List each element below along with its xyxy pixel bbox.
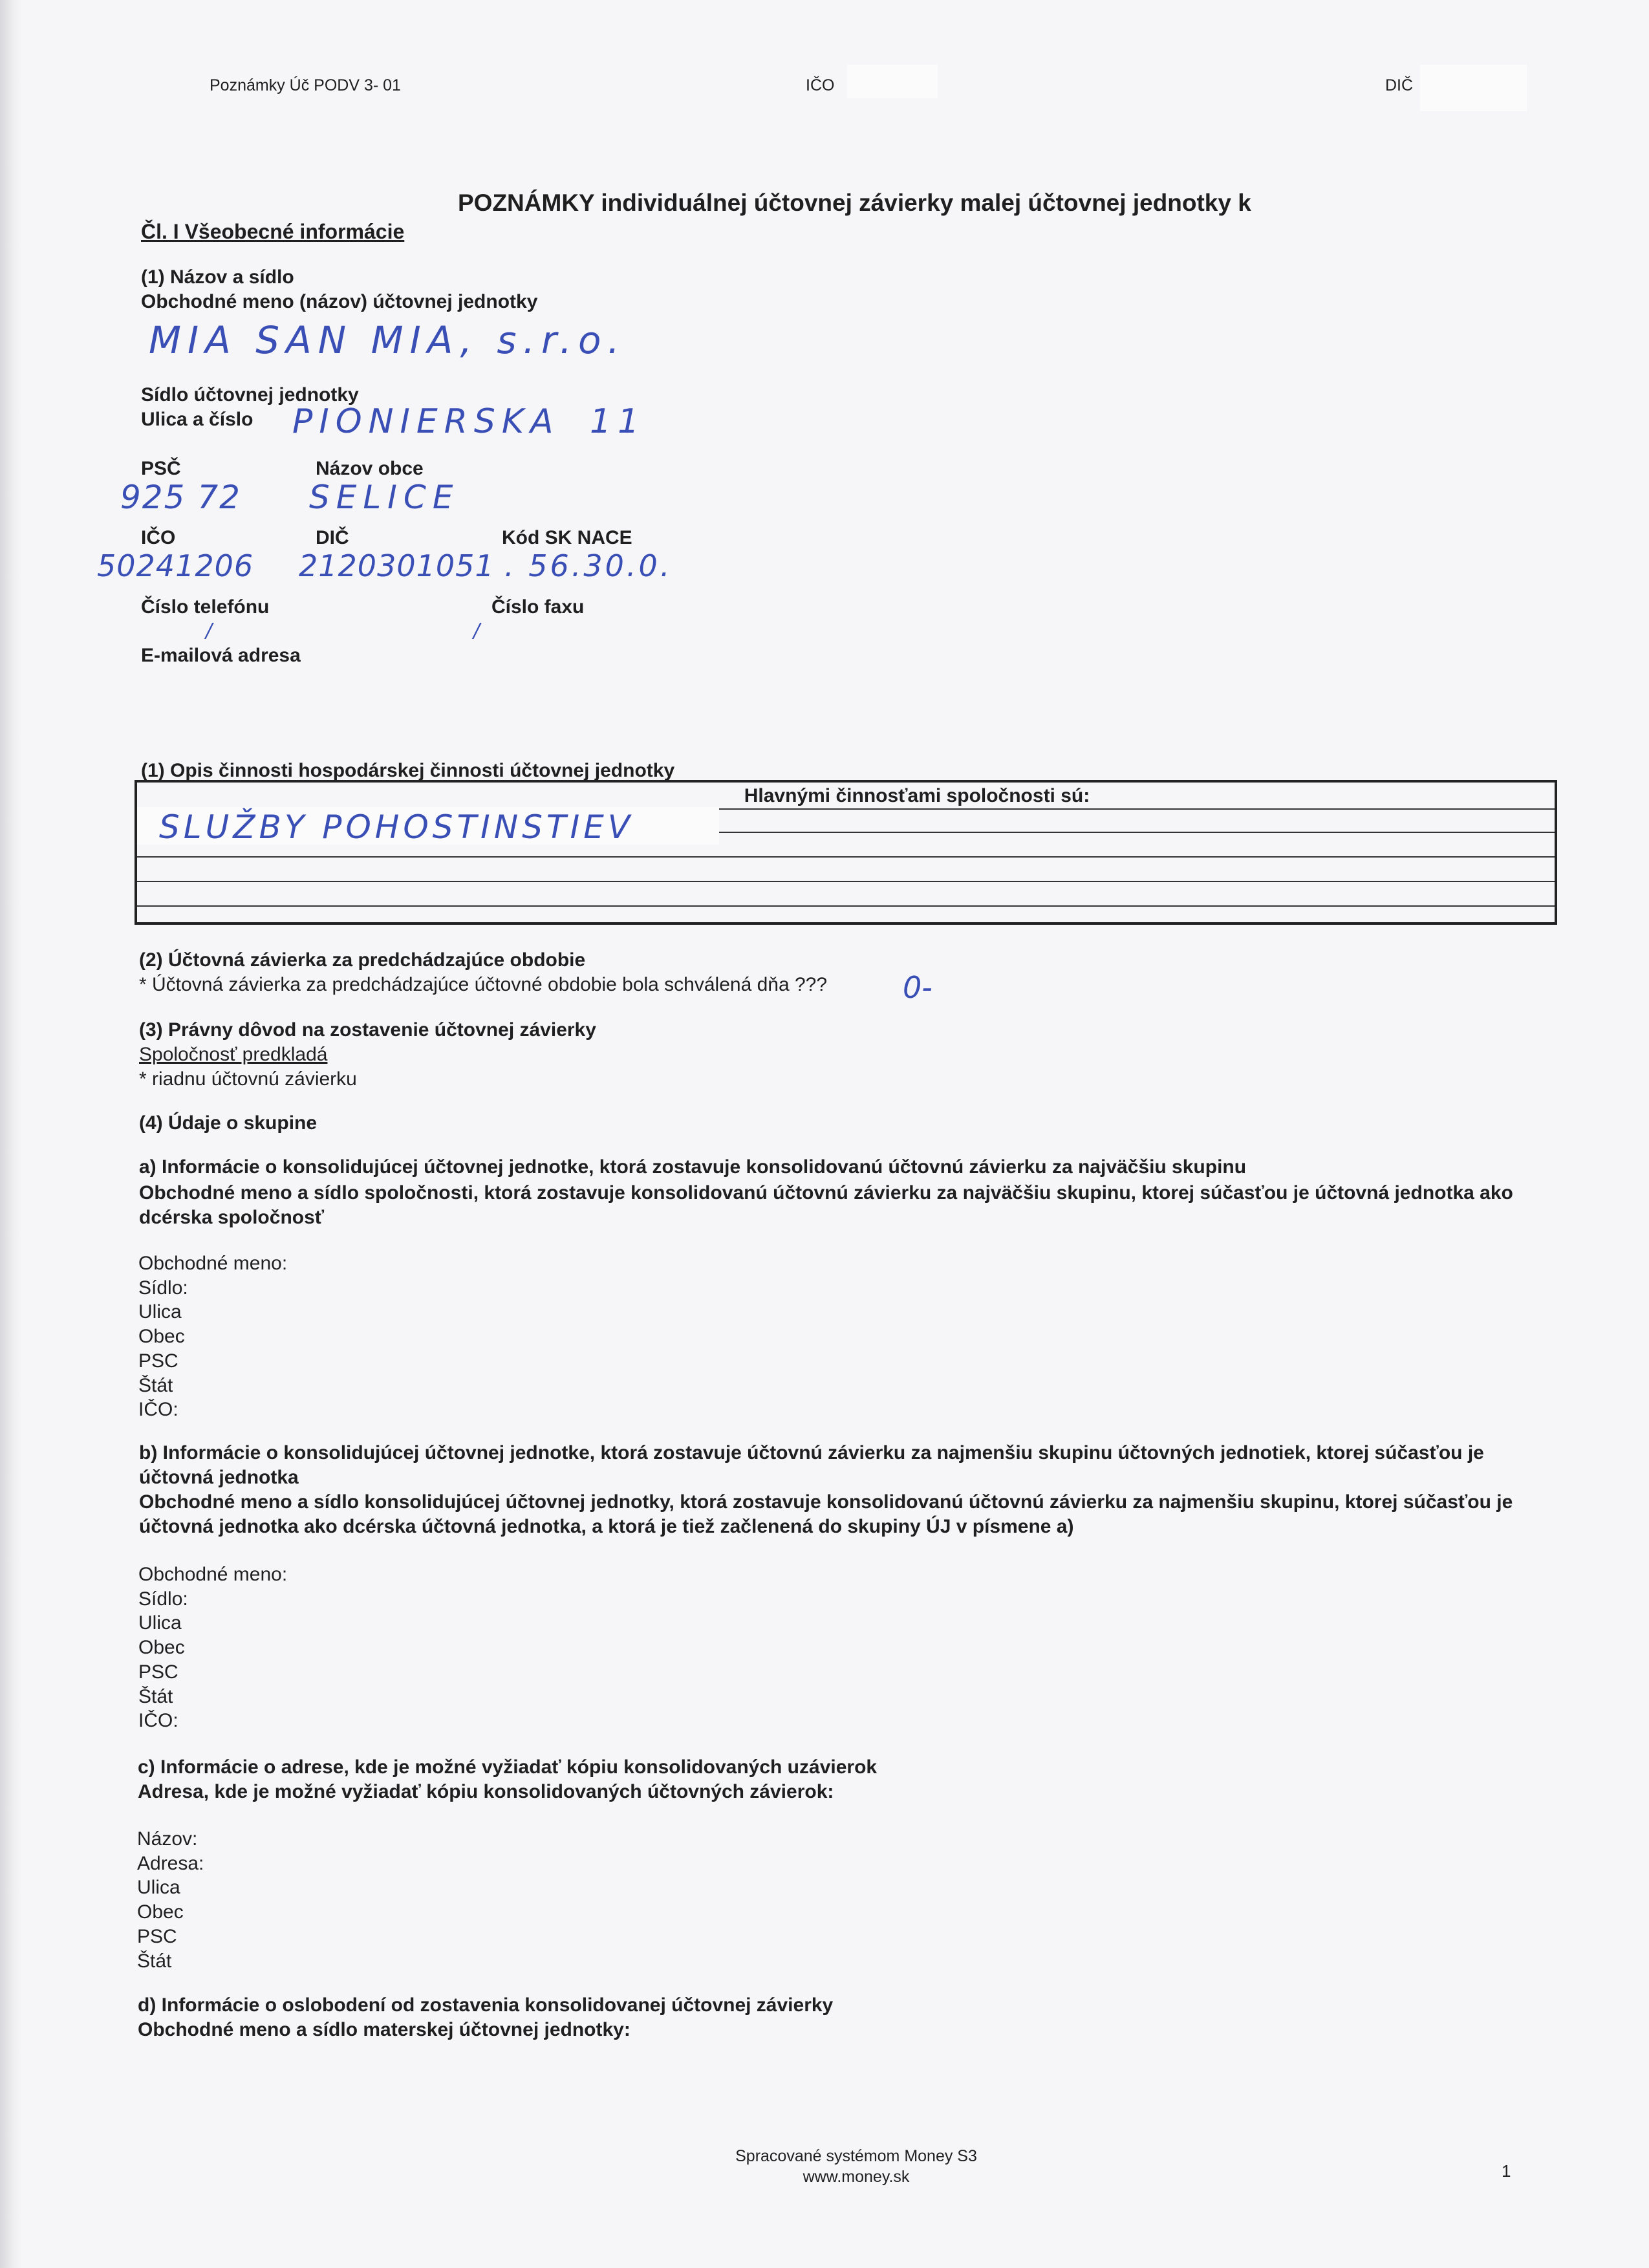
field-label: Obec <box>137 1901 184 1923</box>
name-label: Obchodné meno (názov) účtovnej jednotky <box>141 291 538 312</box>
footer-website: www.money.sk <box>803 2168 910 2186</box>
activity-table <box>135 780 1557 925</box>
phone-value: / <box>206 620 219 642</box>
field-label: Obec <box>138 1637 185 1659</box>
field-label: PSC <box>137 1925 177 1947</box>
header-ico-label: IČO <box>806 76 835 94</box>
s2-text: * Účtovná závierka za predchádzajúce účtovné obdobie bola schválená dňa ??? <box>139 974 828 995</box>
redacted-ico <box>847 65 938 98</box>
s4c-sub: Adresa, kde je možné vyžiadať kópiu konsolidovaných účtovných závierok: <box>138 1781 834 1802</box>
s1-heading: (1) Názov a sídlo <box>141 266 294 288</box>
dic-value: 2120301051 <box>299 548 495 583</box>
ico-value: 50241206 <box>97 548 254 583</box>
activity-table-head: Hlavnými činnosťami spoločnosti sú: <box>744 785 1090 806</box>
field-label: Adresa: <box>137 1852 204 1874</box>
field-label: IČO: <box>138 1399 178 1421</box>
field-label: Obchodné meno: <box>138 1253 288 1274</box>
activity-value: SLUŽBY POHOSTINSTIEV <box>159 808 634 846</box>
field-label: Sídlo: <box>138 1588 188 1610</box>
footer-software: Spracované systémom Money S3 <box>735 2147 977 2165</box>
field-label: Štát <box>138 1374 173 1396</box>
page-number: 1 <box>1502 2161 1511 2181</box>
street-number-value: 11 <box>590 402 646 441</box>
field-label: Sídlo: <box>138 1277 188 1299</box>
chapter-heading: Čl. I Všeobecné informácie <box>141 220 405 243</box>
field-label: IČO: <box>138 1710 178 1732</box>
page-title: POZNÁMKY individuálnej účtovnej závierky malej účtovnej jednotky k <box>458 189 1251 216</box>
s2-hand-mark: 0- <box>903 970 932 1005</box>
s4a-fields <box>138 1251 287 1422</box>
s4d-sub: Obchodné meno a sídlo materskej účtovnej jednotky: <box>138 2019 630 2040</box>
town-label: Názov obce <box>316 458 424 479</box>
field-label: Ulica <box>138 1301 182 1323</box>
psc-value: 925 72 <box>120 479 241 516</box>
header-dic-label: DIČ <box>1385 76 1414 94</box>
seat-label: Sídlo účtovnej jednotky <box>141 384 359 405</box>
s4a-sub: Obchodné meno a sídlo spoločnosti, ktorá zostavuje konsolidovanú účtovnú závierku za najväčšiu skupinu, ktorej súčasťou je účtovná jednotka ako dcérska spoločnosť <box>139 1182 1513 1228</box>
psc-label: PSČ <box>141 458 181 479</box>
field-label: Ulica <box>137 1877 180 1899</box>
s2-heading: (2) Účtovná závierka za predchádzajúce obdobie <box>139 949 586 971</box>
s3-heading: (3) Právny dôvod na zostavenie účtovnej závierky <box>139 1019 596 1041</box>
street-label: Ulica a číslo <box>141 409 253 430</box>
ico-label: IČO <box>141 527 176 548</box>
s4a-heading: a) Informácie o konsolidujúcej účtovnej jednotke, ktorá zostavuje konsolidovanú účtovnú závierku za najväčšiu skupinu <box>139 1156 1247 1178</box>
scan-edge <box>0 0 22 2268</box>
fax-label: Číslo faxu <box>491 596 585 618</box>
s3-text: * riadnu účtovnú závierku <box>139 1068 357 1090</box>
town-value: SELICE <box>309 479 460 516</box>
header-form-code: Poznámky Úč PODV 3- 01 <box>210 76 401 94</box>
field-label: Obchodné meno: <box>138 1564 288 1585</box>
name-value: MIA SAN MIA, s.r.o. <box>149 318 626 362</box>
nace-label: Kód SK NACE <box>502 527 632 548</box>
field-label: Obec <box>138 1326 185 1348</box>
nace-value: . 56.30.0. <box>504 548 673 583</box>
field-label: Názov: <box>137 1828 198 1850</box>
redacted-dic <box>1420 65 1527 111</box>
fax-value: / <box>473 620 487 642</box>
field-label: Štát <box>138 1685 173 1707</box>
street-value: PIONIERSKA <box>292 402 560 441</box>
s4b-heading: b) Informácie o konsolidujúcej účtovnej jednotke, ktorá zostavuje účtovnú závierku za najmenšiu skupinu účtovných jednotiek, ktorej súčasťou je účtovná jednotka <box>139 1442 1484 1488</box>
dic-label: DIČ <box>316 527 349 548</box>
activity-heading: (1) Opis činnosti hospodárskej činnosti účtovnej jednotky <box>141 760 675 781</box>
phone-label: Číslo telefónu <box>141 596 270 618</box>
field-label: Štát <box>137 1950 172 1972</box>
s4b-fields <box>138 1562 287 1733</box>
field-label: PSC <box>138 1350 178 1372</box>
field-label: Ulica <box>138 1612 182 1634</box>
s4c-heading: c) Informácie o adrese, kde je možné vyžiadať kópiu konsolidovaných uzávierok <box>138 1756 878 1778</box>
email-label: E-mailová adresa <box>141 645 301 666</box>
s3-underlined: Spoločnosť predkladá <box>139 1044 328 1065</box>
s4c-fields <box>137 1827 204 1973</box>
s4d-heading: d) Informácie o oslobodení od zostavenia konsolidovanej účtovnej závierky <box>138 1994 834 2016</box>
s4-heading: (4) Údaje o skupine <box>139 1112 318 1134</box>
s4b-sub: Obchodné meno a sídlo konsolidujúcej účtovnej jednotky, ktorá zostavuje konsolidovanú účtovnú závierku za najmenšiu skupinu, ktorej súčasťou je účtovná jednotka ako dcérska účtovná jednotka, a ktorá je tiež začlenená do skupiny ÚJ v písmene a) <box>139 1491 1513 1537</box>
field-label: PSC <box>138 1661 178 1683</box>
